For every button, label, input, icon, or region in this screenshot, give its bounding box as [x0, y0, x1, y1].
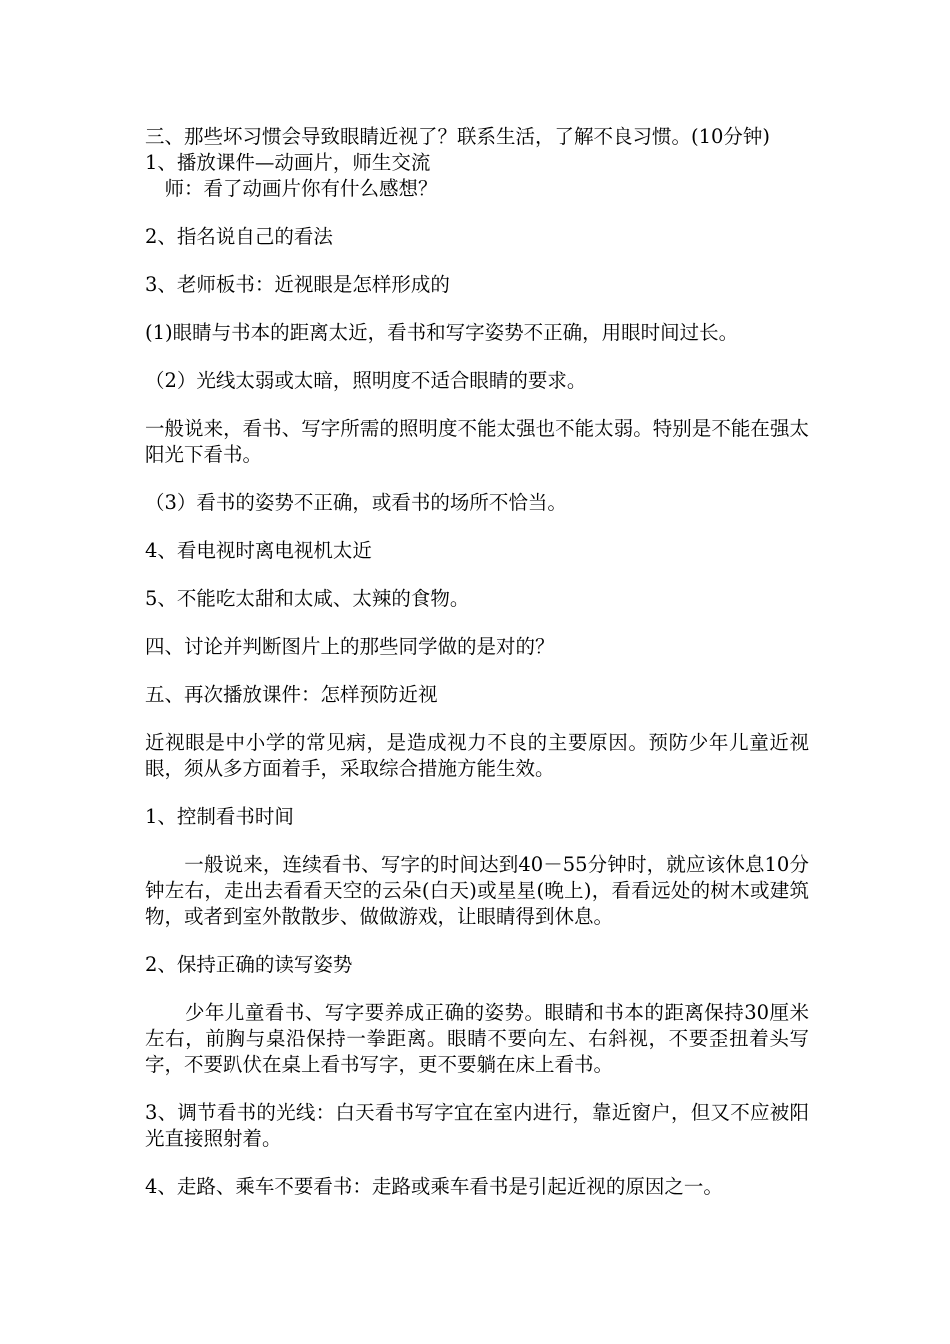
- section-four-heading: 四、讨论并判断图片上的那些同学做的是对的？: [145, 635, 555, 658]
- tip-2-body: 少年儿童看书、写字要养成正确的姿势。眼睛和书本的距离保持30厘米左右，前胸与桌沿保持一拳距离。眼睛不要向左、右斜视，不要歪扭着头写字，不要趴伏在桌上看书写字，更不要躺在床上看书。: [145, 1001, 809, 1076]
- step-5-food: 5、不能吃太甜和太咸、太辣的食物。: [145, 587, 470, 610]
- tip-1-heading: 1、控制看书时间: [145, 805, 294, 828]
- lighting-explanation: 一般说来，看书、写字所需的照明度不能太强也不能太弱。特别是不能在强太阳光下看书。: [145, 417, 809, 466]
- myopia-intro: 近视眼是中小学的常见病，是造成视力不良的主要原因。预防少年儿童近视眼，须从多方面着手，采取综合措施方能生效。: [145, 731, 809, 780]
- cause-1-distance: (1)眼睛与书本的距离太近，看书和写字姿势不正确，用眼时间过长。: [145, 321, 739, 344]
- cause-3-posture: （3）看书的姿势不正确，或看书的场所不恰当。: [145, 491, 567, 514]
- step-4-tv-distance: 4、看电视时离电视机太近: [145, 539, 372, 562]
- step-1-play-animation: 1、播放课件—动画片，师生交流: [145, 151, 431, 174]
- cause-2-lighting: （2）光线太弱或太暗，照明度不适合眼睛的要求。: [145, 369, 587, 392]
- tip-3-lighting: 3、调节看书的光线：白天看书写字宜在室内进行，靠近窗户，但又不应被阳光直接照射着。: [145, 1101, 809, 1150]
- section-three-heading: 三、那些坏习惯会导致眼睛近视了？联系生活，了解不良习惯。(10分钟): [145, 125, 771, 148]
- tip-4-walking: 4、走路、乘车不要看书：走路或乘车看书是引起近视的原因之一。: [145, 1175, 723, 1198]
- step-3-board-writing: 3、老师板书：近视眼是怎样形成的: [145, 273, 450, 296]
- tip-1-body: 一般说来，连续看书、写字的时间达到40－55分钟时，就应该休息10分钟左右，走出去看看天空的云朵(白天)或星星(晚上)，看看远处的树木或建筑物，或者到室外散散步、做做游戏，让眼睛得到休息。: [145, 853, 809, 928]
- section-five-heading: 五、再次播放课件：怎样预防近视: [145, 683, 438, 706]
- document-page: [145, 124, 809, 1200]
- tip-2-heading: 2、保持正确的读写姿势: [145, 953, 353, 976]
- teacher-question: 师：看了动画片你有什么感想？: [145, 177, 438, 200]
- step-2-share-views: 2、指名说自己的看法: [145, 225, 333, 248]
